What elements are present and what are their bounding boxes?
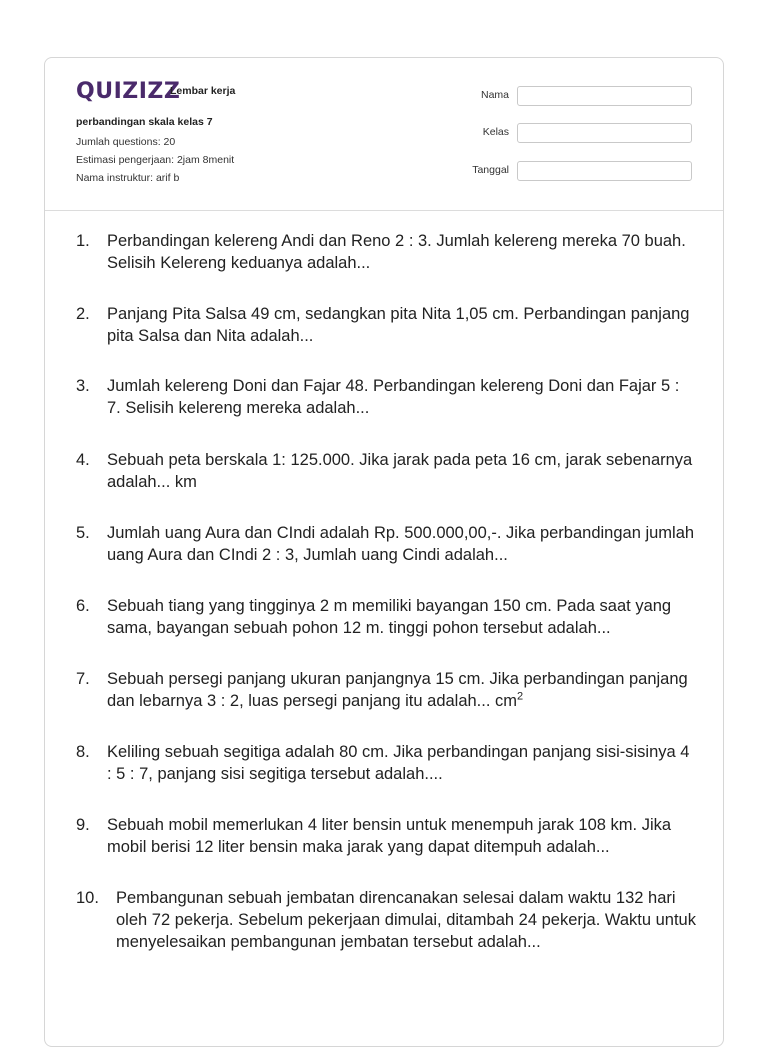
question-number: 9. bbox=[76, 816, 90, 834]
instructor-name: Nama instruktur: arif b bbox=[76, 172, 180, 184]
question-text-main: Sebuah persegi panjang ukuran panjangnya 15 cm. Jika perbandingan panjang dan lebarnya 3 : 2, luas persegi panjang itu adalah... cm bbox=[107, 670, 688, 710]
date-field[interactable] bbox=[517, 161, 692, 181]
superscript-exponent: 2 bbox=[517, 690, 524, 703]
question-number: 2. bbox=[76, 305, 90, 323]
question-text: Keliling sebuah segitiga adalah 80 cm. Jika perbandingan panjang sisi-sisinya 4 : 5 : 7, panjang sisi segitiga tersebut adalah.... bbox=[107, 743, 690, 783]
question-text: Jumlah uang Aura dan CIndi adalah Rp. 500.000,00,-. Jika perbandingan jumlah uang Aura dan CIndi 2 : 3, Jumlah uang Cindi adalah... bbox=[107, 524, 695, 564]
question-text bbox=[107, 668, 697, 712]
time-estimate: Estimasi pengerjaan: 2jam 8menit bbox=[76, 154, 235, 166]
questions-count: Jumlah questions: 20 bbox=[76, 136, 176, 148]
worksheet-header bbox=[45, 58, 723, 211]
class-field[interactable] bbox=[517, 123, 692, 143]
question-text: Jumlah kelereng Doni dan Fajar 48. Perbandingan kelereng Doni dan Fajar 5 : 7. Selisih kelereng mereka adalah... bbox=[107, 377, 680, 417]
worksheet-subtitle: Lembar kerja bbox=[170, 85, 236, 97]
question-text: Perbandingan kelereng Andi dan Reno 2 : 3. Jumlah kelereng mereka 70 buah. Selisih Kelereng keduanya adalah... bbox=[107, 232, 686, 272]
question-number: 3. bbox=[76, 377, 90, 395]
question-number: 5. bbox=[76, 524, 90, 542]
question-number: 10. bbox=[76, 889, 99, 907]
name-label: Nama bbox=[480, 89, 509, 101]
quizizz-logo: QUIZIZZ bbox=[76, 79, 181, 104]
question-text: Sebuah tiang yang tingginya 2 m memiliki bayangan 150 cm. Pada saat yang sama, bayangan sebuah pohon 12 m. tinggi pohon tersebut adalah... bbox=[107, 597, 672, 637]
name-field[interactable] bbox=[517, 86, 692, 106]
question-text: Sebuah mobil memerlukan 4 liter bensin untuk menempuh jarak 108 km. Jika mobil berisi 12 liter bensin maka jarak yang dapat ditempuh adalah... bbox=[107, 816, 672, 856]
question-number: 4. bbox=[76, 451, 90, 469]
question-text: Panjang Pita Salsa 49 cm, sedangkan pita Nita 1,05 cm. Perbandingan panjang pita Salsa dan Nita adalah... bbox=[107, 305, 690, 345]
question-number: 7. bbox=[76, 670, 90, 688]
date-label: Tanggal bbox=[472, 164, 509, 176]
question-number: 6. bbox=[76, 597, 90, 615]
class-label: Kelas bbox=[482, 126, 509, 138]
worksheet-title: perbandingan skala kelas 7 bbox=[76, 116, 213, 128]
question-number: 8. bbox=[76, 743, 90, 761]
question-text: Pembangunan sebuah jembatan direncanakan selesai dalam waktu 132 hari oleh 72 pekerja. Sebelum pekerjaan dimulai, ditambah 24 pekerja. Waktu untuk menyelesaikan pembangunan jembatan tersebut adalah... bbox=[116, 889, 696, 951]
worksheet bbox=[44, 57, 724, 1047]
question-number: 1. bbox=[76, 232, 90, 250]
question-text: Sebuah peta berskala 1: 125.000. Jika jarak pada peta 16 cm, jarak sebenarnya adalah... km bbox=[107, 451, 693, 491]
